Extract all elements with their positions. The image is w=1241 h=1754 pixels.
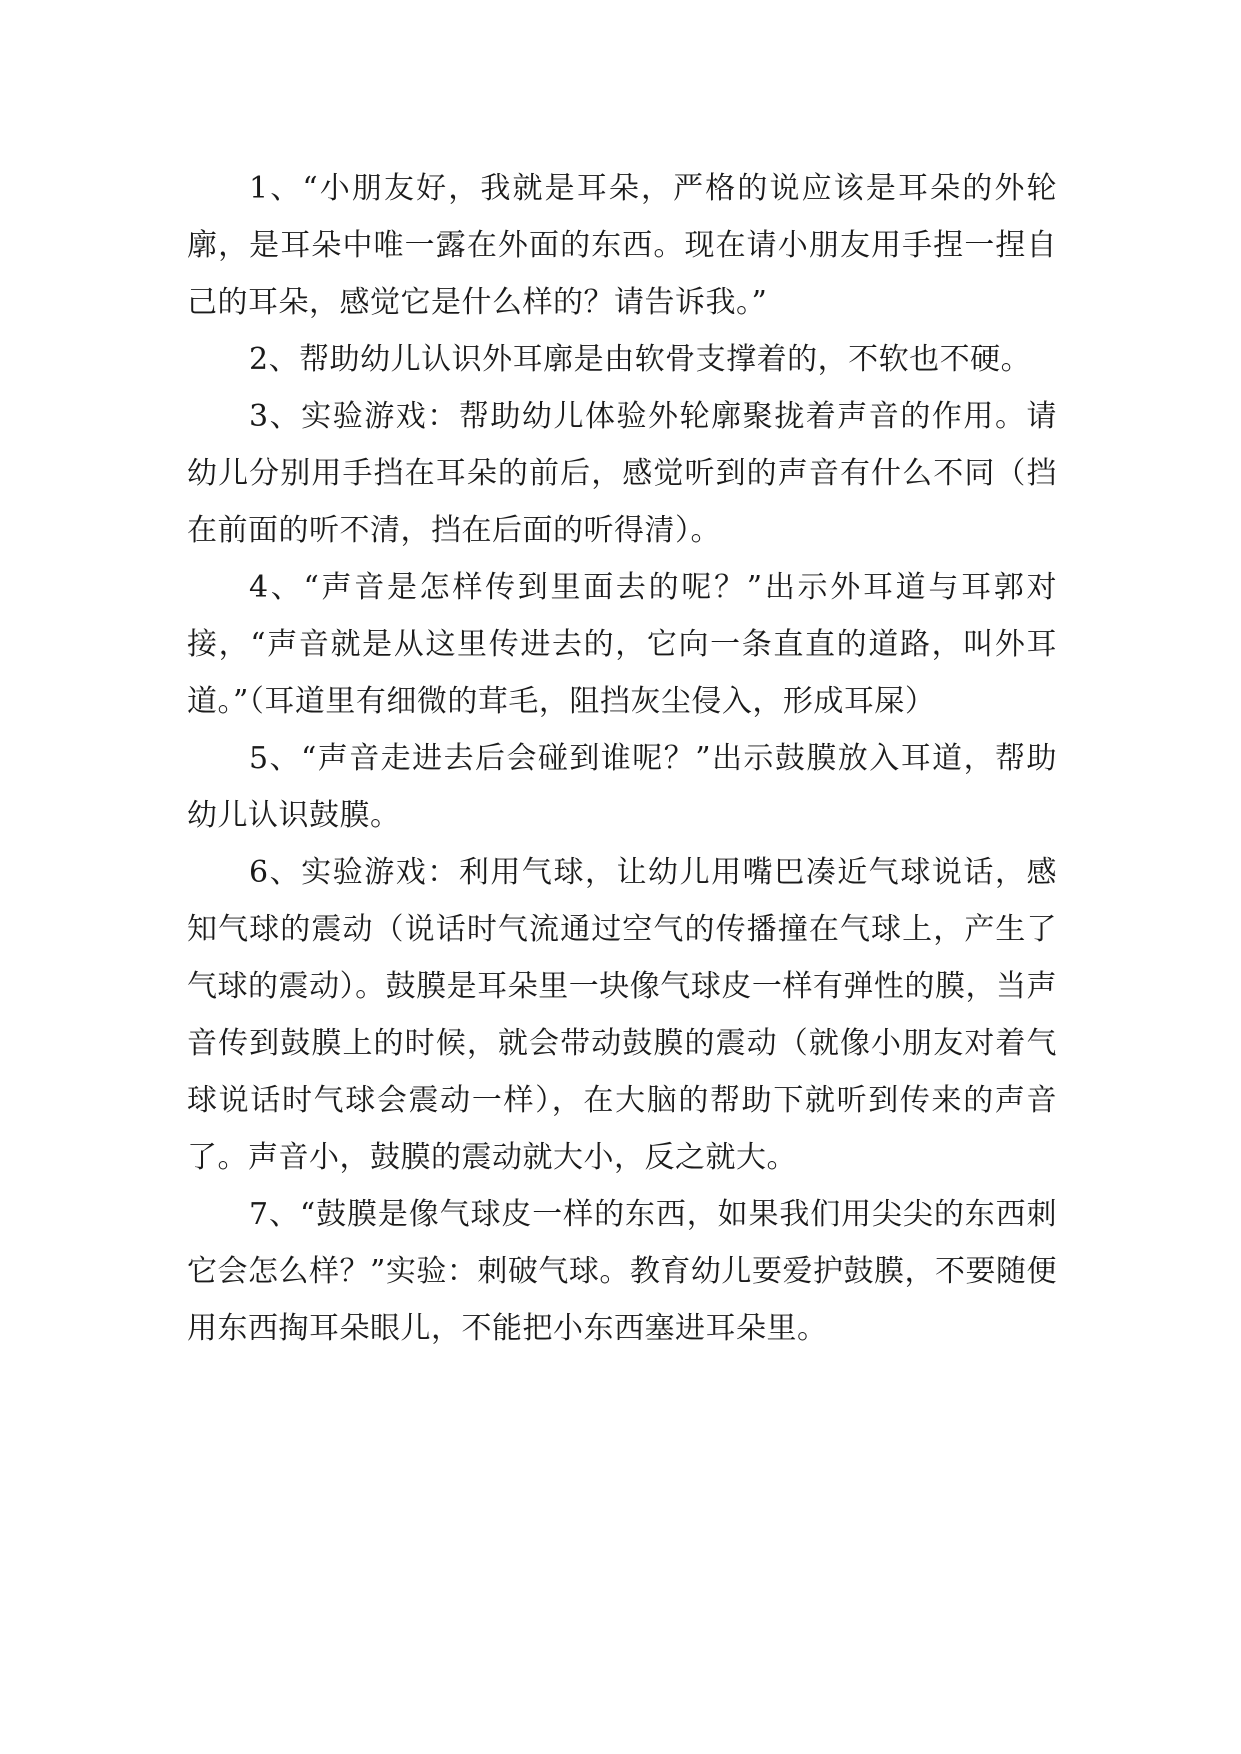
paragraph-1: 1、“小朋友好，我就是耳朵，严格的说应该是耳朵的外轮廓，是耳朵中唯一露在外面的东西。现在请小朋友用手捏一捏自己的耳朵，感觉它是什么样的？请告诉我。” (187, 171, 1057, 320)
paragraph-6: 6、实验游戏：利用气球，让幼儿用嘴巴凑近气球说话，感知气球的震动（说话时气流通过空气的传播撞在气球上，产生了气球的震动）。鼓膜是耳朵里一块像气球皮一样有弹性的膜，当声音传到鼓膜上的时候，就会带动鼓膜的震动（就像小朋友对着气球说话时气球会震动一样），在大脑的帮助下就听到传来的声音了。声音小，鼓膜的震动就大小，反之就大。 (187, 855, 1057, 1175)
paragraph-2: 2、帮助幼儿认识外耳廓是由软骨支撑着的，不软也不硬。 (249, 342, 1032, 377)
document-body (187, 160, 1057, 1357)
paragraph-7: 7、“鼓膜是像气球皮一样的东西，如果我们用尖尖的东西刺它会怎么样？”实验：刺破气球。教育幼儿要爱护鼓膜，不要随便用东西掏耳朵眼儿，不能把小东西塞进耳朵里。 (187, 1197, 1057, 1346)
paragraph-4: 4、“声音是怎样传到里面去的呢？”出示外耳道与耳郭对接，“声音就是从这里传进去的，它向一条直直的道路，叫外耳道。”（耳道里有细微的茸毛，阻挡灰尘侵入，形成耳屎） (187, 570, 1057, 719)
paragraph-5: 5、“声音走进去后会碰到谁呢？”出示鼓膜放入耳道，帮助幼儿认识鼓膜。 (187, 741, 1057, 833)
paragraph-3: 3、实验游戏：帮助幼儿体验外轮廓聚拢着声音的作用。请幼儿分别用手挡在耳朵的前后，感觉听到的声音有什么不同（挡在前面的听不清，挡在后面的听得清）。 (187, 399, 1057, 548)
